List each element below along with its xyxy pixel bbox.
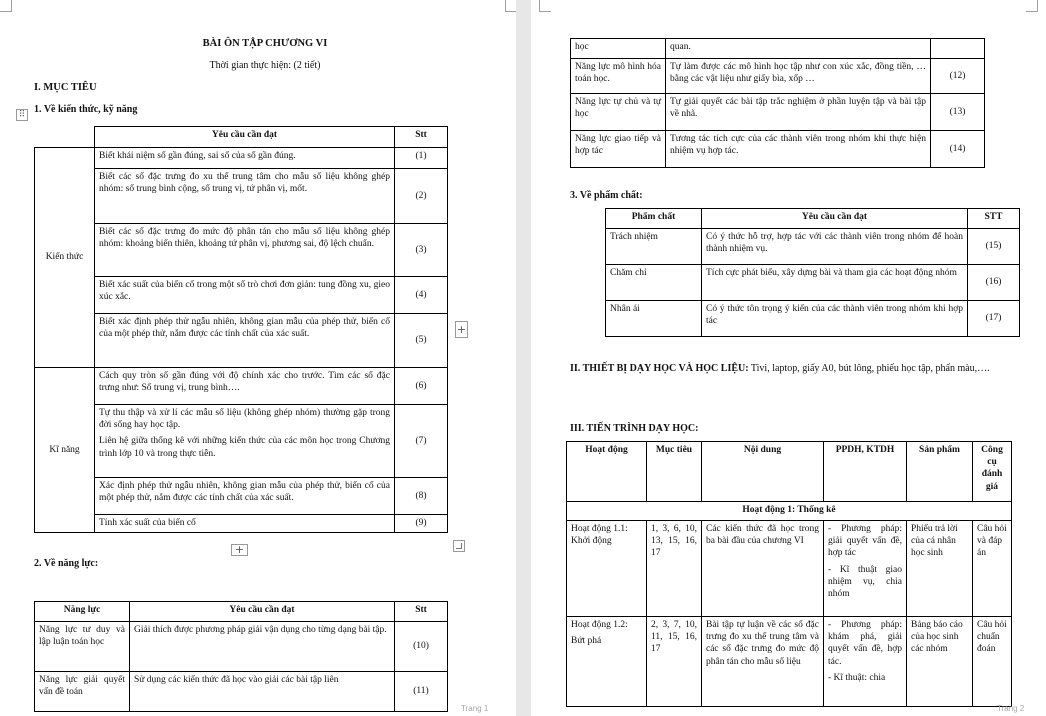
document-page-2	[531, 0, 1046, 716]
cell-paragraph: Hoạt động 1.2:	[571, 620, 628, 630]
table-cell: Tích cực phát biểu, xây dựng bài và tham gia các hoạt động nhóm	[702, 265, 968, 301]
cell-paragraph: Tự thu thập và xử lí các mẫu số liệu (không ghép nhóm) thường gặp trong đời sống hay học tập.	[99, 408, 390, 431]
page-number: Trang 1	[461, 704, 489, 713]
table-cell-stt: (8)	[395, 478, 448, 515]
table-cell	[567, 617, 647, 707]
table-cell-stt: (4)	[395, 277, 448, 314]
document-subtitle: Thời gian thực hiện: (2 tiết)	[209, 60, 321, 71]
table-header: Công cụ đánh giá	[973, 442, 1012, 502]
table-cell: Năng lực mô hình hóa toán học.	[571, 59, 666, 94]
table-cell-stt: (2)	[395, 169, 448, 224]
table-cell-stt: (12)	[931, 59, 985, 94]
table-header: Hoạt động	[567, 442, 647, 502]
page-corner-mark	[0, 0, 12, 12]
table-cell: Biết các số đặc trưng đo mức độ phân tán cho mẫu số liệu không ghép nhóm: khoảng biến thiên, khoảng tứ phân vị, phương sai, độ lệch chuẩn.	[95, 224, 395, 277]
cell-paragraph: - Kĩ thuật giao nhiệm vụ, chia nhóm	[828, 564, 902, 600]
table-cell: Câu hỏi và đáp án	[973, 521, 1012, 617]
table-header-empty	[35, 127, 95, 148]
table-header: Nội dung	[702, 442, 824, 502]
cell-paragraph: - Phương pháp: giải quyết vấn đề, hợp tác	[828, 524, 902, 559]
lesson-process-table	[566, 441, 1012, 707]
table-cell	[824, 521, 907, 617]
add-row-icon[interactable]: +	[231, 544, 248, 556]
table-cell: Năng lực tự chủ và tự học	[571, 94, 666, 131]
document-page-1	[0, 0, 516, 716]
table-cell: Biết khái niệm số gần đúng, sai số của số gần đúng.	[95, 148, 395, 169]
table-header: Phẩm chất	[606, 209, 702, 229]
table-cell: Tự giải quyết các bài tập trắc nghiệm ở phần luyện tập và bài tập về nhà.	[666, 94, 931, 131]
table-cell-stt: (5)	[395, 314, 448, 368]
cell-paragraph: Bứt phá	[571, 636, 602, 647]
section-heading: I. MỤC TIÊU	[34, 82, 97, 93]
document-title: BÀI ÔN TẬP CHƯƠNG VI	[202, 38, 328, 49]
table-cell: Năng lực giao tiếp và hợp tác	[571, 131, 666, 168]
table-move-handle-icon[interactable]: ⠿	[16, 109, 28, 121]
table-cell: Cách quy tròn số gần đúng với độ chính xác cho trước. Tìm các số đặc trưng như: Số trung vị, trung bình….	[95, 368, 395, 405]
page-number: Trang 2	[997, 704, 1025, 713]
table-cell-stt: (3)	[395, 224, 448, 277]
table-header: STT	[968, 209, 1020, 229]
cell-paragraph: - Phương pháp: khám phá, giải quyết vấn đề, hợp tác.	[828, 620, 902, 667]
table-cell: Tương tác tích cực của các thành viên trong nhóm khi thực hiện nhiệm vụ hợp tác.	[666, 131, 931, 168]
table-cell: Tự làm được các mô hình học tập như con xúc xắc, đồng tiền, … bằng các vật liệu như giấy bìa, xốp …	[666, 59, 931, 94]
page-corner-mark	[505, 0, 516, 12]
row-group-label: Kĩ năng	[35, 368, 95, 533]
knowledge-skills-table	[34, 126, 448, 533]
table-cell: Tính xác suất của biến cố	[95, 515, 395, 533]
table-cell: Giải thích được phương pháp giải vận dụng cho từng dạng bài tập.	[130, 622, 395, 672]
table-cell-stt: (1)	[395, 148, 448, 169]
table-cell-stt	[931, 39, 985, 59]
row-group-label: Kiến thức	[35, 148, 95, 368]
table-cell-stt: (16)	[968, 265, 1020, 301]
table-header: Yêu cầu cần đạt	[702, 209, 968, 229]
table-cell: Năng lực tư duy và lập luận toán học	[35, 622, 130, 672]
table-cell: Xác định phép thử ngẫu nhiên, không gian mẫu của phép thử, biến cố của một phép thử, nắm được các tính chất của xác suất.	[95, 478, 395, 515]
table-cell: học	[571, 39, 666, 59]
table-cell: Có ý thức tôn trọng ý kiến của các thành viên trong nhóm khi hợp tác	[702, 301, 968, 337]
qualities-table	[605, 208, 1020, 337]
page-corner-mark	[539, 0, 551, 12]
table-header: Sản phẩm	[907, 442, 973, 502]
subsection-heading: 1. Về kiến thức, kỹ năng	[34, 104, 138, 115]
table-cell: Biết các số đặc trưng đo xu thế trung tâm cho mẫu số liệu không ghép nhóm: số trung bình cộng, số trung vị, tứ phân vị, mốt.	[95, 169, 395, 224]
table-header: Stt	[395, 127, 448, 148]
table-header: PPDH, KTDH	[824, 442, 907, 502]
subsection-heading: 3. Về phẩm chất:	[570, 190, 643, 201]
table-cell	[824, 617, 907, 707]
table-cell: Nhân ái	[606, 301, 702, 337]
table-cell	[95, 405, 395, 478]
table-header: Năng lực	[35, 602, 130, 622]
table-cell: Bài tập tự luận về các số đặc trưng đo xu thế trung tâm và các số đặc trưng đo mức độ phân tán cho mẫu số liệu	[702, 617, 824, 707]
table-cell: Trách nhiệm	[606, 229, 702, 265]
section-heading: II. THIẾT BỊ DẠY HỌC VÀ HỌC LIỆU:	[570, 363, 749, 374]
competency-table	[34, 601, 448, 712]
cell-paragraph: Liên hệ giữa thống kê với những kiến thức của các môn học trong Chương trình lớp 10 và trong thực tiễn.	[99, 436, 390, 459]
table-cell: Biết xác định phép thử ngẫu nhiên, không gian mẫu của phép thử, biến cố của một phép thử, nắm được các tính chất của xác suất.	[95, 314, 395, 368]
table-cell-stt: (9)	[395, 515, 448, 533]
table-cell-stt: (13)	[931, 94, 985, 131]
table-cell: Các kiến thức đã học trong ba bài đầu của chương VI	[702, 521, 824, 617]
table-cell-stt: (15)	[968, 229, 1020, 265]
cell-paragraph: - Kĩ thuật: chia	[828, 672, 886, 683]
competency-table-continued	[570, 38, 985, 168]
table-cell: Sử dụng các kiến thức đã học vào giải các bài tập liên	[130, 672, 395, 712]
table-cell: Biết xác suất của biến cố trong một số trò chơi đơn giản: tung đồng xu, gieo xúc xắc.	[95, 277, 395, 314]
add-column-icon[interactable]: +	[456, 323, 467, 336]
table-cell-stt: (11)	[395, 672, 448, 712]
table-cell: Năng lực giải quyết vấn đề toán	[35, 672, 130, 712]
subsection-heading: 2. Về năng lực:	[34, 558, 99, 569]
equipment-text: Tivi, laptop, giấy A0, bút lông, phiếu học tập, phấn màu,….	[748, 363, 990, 374]
table-cell: Chăm chỉ	[606, 265, 702, 301]
table-cell: 1, 3, 6, 10, 13, 15, 16, 17	[647, 521, 702, 617]
table-cell-stt: (6)	[395, 368, 448, 405]
table-cell: Phiếu trả lời của cá nhân học sinh	[907, 521, 973, 617]
table-cell: Có ý thức hỗ trợ, hợp tác với các thành viên trong nhóm để hoàn thành nhiệm vụ.	[702, 229, 968, 265]
table-cell: Bảng báo cáo của học sinh các nhóm	[907, 617, 973, 707]
table-header: Yêu cầu cần đạt	[95, 127, 395, 148]
table-cell-stt: (10)	[395, 622, 448, 672]
equipment-paragraph	[570, 363, 1010, 375]
activity-group-row: Hoạt động 1: Thống kê	[567, 502, 1012, 521]
table-header: Stt	[395, 602, 448, 622]
table-cell-stt: (14)	[931, 131, 985, 168]
table-cell: Hoạt động 1.1: Khởi động	[567, 521, 647, 617]
table-cell: quan.	[666, 39, 931, 59]
table-header: Yêu cầu cần đạt	[130, 602, 395, 622]
table-cell: 2, 3, 7, 10, 11, 15, 16, 17	[647, 617, 702, 707]
table-header: Mục tiêu	[647, 442, 702, 502]
table-cell-stt: (7)	[395, 405, 448, 478]
page-corner-mark	[1026, 0, 1038, 12]
table-resize-handle-icon[interactable]	[453, 540, 465, 552]
table-cell-stt: (17)	[968, 301, 1020, 337]
section-heading: III. TIẾN TRÌNH DẠY HỌC:	[570, 423, 699, 434]
table-cell: Câu hỏi chuẩn đoán	[973, 617, 1012, 707]
